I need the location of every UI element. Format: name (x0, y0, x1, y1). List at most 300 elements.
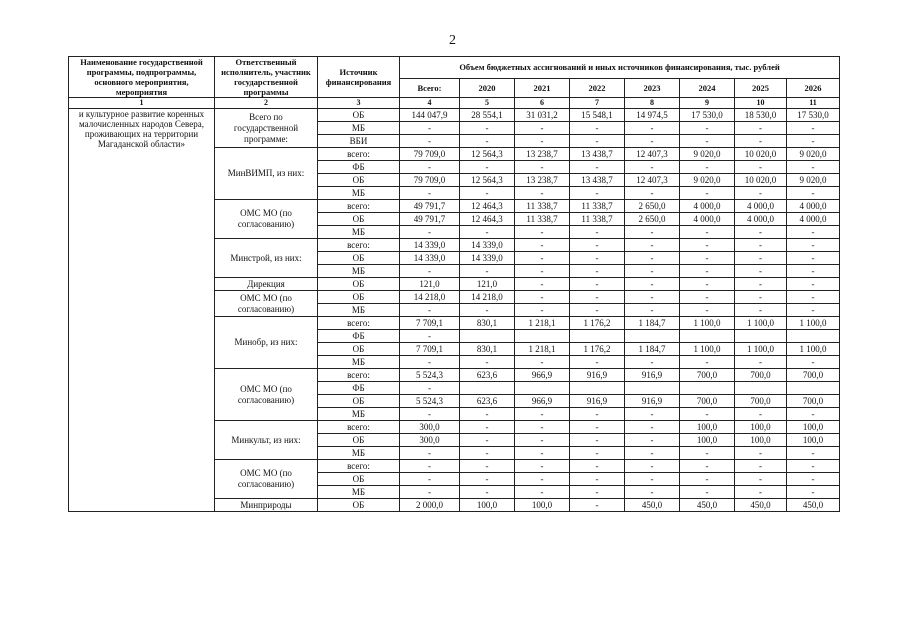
amount-cell: - (460, 486, 515, 499)
funding-source: ФБ (318, 382, 400, 395)
amount-cell: - (400, 447, 460, 460)
amount-cell: - (625, 434, 680, 447)
amount-cell: - (735, 460, 787, 473)
amount-cell: 700,0 (680, 369, 735, 382)
amount-cell: 15 548,1 (570, 109, 625, 122)
col-number: 10 (735, 98, 787, 109)
amount-cell: - (570, 239, 625, 252)
amount-cell: - (515, 447, 570, 460)
header-volume: Объем бюджетных ассигнований и иных источников финансирования, тыс. рублей (400, 57, 840, 79)
funding-source: всего: (318, 460, 400, 473)
funding-source: всего: (318, 239, 400, 252)
amount-cell: 13 438,7 (570, 148, 625, 161)
funding-source: всего: (318, 421, 400, 434)
funding-source: ВБИ (318, 135, 400, 148)
amount-cell: 1 100,0 (787, 343, 840, 356)
responsible-executor: ОМС МО (по согласованию) (215, 200, 318, 239)
amount-cell: - (680, 265, 735, 278)
amount-cell: 14 218,0 (460, 291, 515, 304)
amount-cell: - (680, 460, 735, 473)
funding-source: ОБ (318, 473, 400, 486)
amount-cell (735, 330, 787, 343)
amount-cell: - (735, 252, 787, 265)
amount-cell: - (680, 486, 735, 499)
funding-source: МБ (318, 187, 400, 200)
amount-cell: 100,0 (680, 434, 735, 447)
amount-cell: - (515, 291, 570, 304)
amount-cell: - (400, 226, 460, 239)
col-number: 7 (570, 98, 625, 109)
amount-cell: 1 184,7 (625, 343, 680, 356)
amount-cell: - (460, 122, 515, 135)
amount-cell: 4 000,0 (735, 200, 787, 213)
amount-cell: 450,0 (787, 499, 840, 512)
amount-cell: - (625, 421, 680, 434)
amount-cell: - (787, 226, 840, 239)
amount-cell: - (787, 486, 840, 499)
amount-cell: 14 339,0 (400, 252, 460, 265)
header-year: 2020 (460, 78, 515, 97)
responsible-executor: ОМС МО (по согласованию) (215, 369, 318, 421)
amount-cell: - (515, 135, 570, 148)
amount-cell: - (570, 460, 625, 473)
amount-cell: 121,0 (460, 278, 515, 291)
amount-cell: - (460, 447, 515, 460)
amount-cell: - (787, 278, 840, 291)
col-number: 6 (515, 98, 570, 109)
amount-cell: - (460, 460, 515, 473)
amount-cell: 916,9 (625, 395, 680, 408)
amount-cell: 14 339,0 (460, 239, 515, 252)
amount-cell: 450,0 (625, 499, 680, 512)
amount-cell: 5 524,3 (400, 395, 460, 408)
amount-cell: - (625, 226, 680, 239)
funding-source: ОБ (318, 395, 400, 408)
amount-cell: - (570, 291, 625, 304)
amount-cell: 28 554,1 (460, 109, 515, 122)
funding-source: ОБ (318, 291, 400, 304)
amount-cell: - (625, 304, 680, 317)
responsible-executor: Всего по государственной программе: (215, 109, 318, 148)
amount-cell: - (400, 408, 460, 421)
header-year: 2022 (570, 78, 625, 97)
amount-cell: - (460, 434, 515, 447)
amount-cell: - (515, 226, 570, 239)
amount-cell: - (625, 460, 680, 473)
funding-source: ОБ (318, 278, 400, 291)
responsible-executor: Минприроды (215, 499, 318, 512)
amount-cell: - (515, 265, 570, 278)
amount-cell (787, 330, 840, 343)
amount-cell: - (787, 252, 840, 265)
amount-cell: - (515, 252, 570, 265)
amount-cell: 300,0 (400, 434, 460, 447)
col-number: 4 (400, 98, 460, 109)
amount-cell: 17 530,0 (787, 109, 840, 122)
amount-cell: 1 100,0 (735, 343, 787, 356)
amount-cell (680, 330, 735, 343)
amount-cell: 10 020,0 (735, 174, 787, 187)
amount-cell: 79 709,0 (400, 148, 460, 161)
amount-cell: - (735, 226, 787, 239)
amount-cell: 14 339,0 (400, 239, 460, 252)
amount-cell: 2 650,0 (625, 200, 680, 213)
amount-cell: 7 709,1 (400, 343, 460, 356)
amount-cell: - (735, 135, 787, 148)
amount-cell: - (515, 473, 570, 486)
funding-source: МБ (318, 356, 400, 369)
col-number: 9 (680, 98, 735, 109)
amount-cell: - (460, 473, 515, 486)
amount-cell: - (735, 265, 787, 278)
amount-cell: 9 020,0 (680, 148, 735, 161)
amount-cell: 9 020,0 (787, 174, 840, 187)
amount-cell: 49 791,7 (400, 200, 460, 213)
amount-cell: - (625, 473, 680, 486)
amount-cell: - (570, 187, 625, 200)
funding-source: всего: (318, 317, 400, 330)
amount-cell: - (515, 239, 570, 252)
amount-cell: - (515, 122, 570, 135)
amount-cell (787, 382, 840, 395)
amount-cell: - (400, 473, 460, 486)
amount-cell (460, 382, 515, 395)
amount-cell: - (680, 356, 735, 369)
amount-cell: 49 791,7 (400, 213, 460, 226)
amount-cell: - (460, 135, 515, 148)
amount-cell: - (787, 135, 840, 148)
funding-source: всего: (318, 148, 400, 161)
amount-cell: 5 524,3 (400, 369, 460, 382)
amount-cell: 1 100,0 (680, 343, 735, 356)
amount-cell: - (625, 239, 680, 252)
amount-cell: 7 709,1 (400, 317, 460, 330)
amount-cell: - (735, 291, 787, 304)
amount-cell: - (515, 161, 570, 174)
amount-cell: - (680, 278, 735, 291)
funding-source: ОБ (318, 252, 400, 265)
amount-cell: 700,0 (735, 369, 787, 382)
header-year: 2023 (625, 78, 680, 97)
amount-cell: - (735, 486, 787, 499)
amount-cell: - (570, 252, 625, 265)
amount-cell: 1 100,0 (680, 317, 735, 330)
amount-cell: - (735, 447, 787, 460)
funding-source: МБ (318, 265, 400, 278)
funding-source: ОБ (318, 174, 400, 187)
amount-cell: - (515, 187, 570, 200)
amount-cell: - (735, 161, 787, 174)
amount-cell: - (735, 356, 787, 369)
amount-cell (460, 330, 515, 343)
amount-cell: - (515, 486, 570, 499)
amount-cell: - (515, 460, 570, 473)
amount-cell: - (735, 473, 787, 486)
amount-cell: 2 650,0 (625, 213, 680, 226)
amount-cell: - (787, 460, 840, 473)
amount-cell: - (400, 486, 460, 499)
amount-cell: 700,0 (787, 369, 840, 382)
amount-cell: 100,0 (735, 434, 787, 447)
amount-cell: 916,9 (570, 395, 625, 408)
amount-cell: - (460, 408, 515, 421)
amount-cell: - (787, 356, 840, 369)
amount-cell: - (570, 408, 625, 421)
funding-source: МБ (318, 486, 400, 499)
col-number: 11 (787, 98, 840, 109)
amount-cell: 100,0 (460, 499, 515, 512)
amount-cell: - (570, 486, 625, 499)
amount-cell: 100,0 (680, 421, 735, 434)
amount-cell: 100,0 (735, 421, 787, 434)
amount-cell: 13 238,7 (515, 174, 570, 187)
amount-cell: 12 464,3 (460, 200, 515, 213)
amount-cell: 14 974,5 (625, 109, 680, 122)
amount-cell: 31 031,2 (515, 109, 570, 122)
funding-source: МБ (318, 447, 400, 460)
amount-cell: - (460, 161, 515, 174)
amount-cell: 13 238,7 (515, 148, 570, 161)
funding-source: МБ (318, 304, 400, 317)
amount-cell: 700,0 (787, 395, 840, 408)
amount-cell (680, 382, 735, 395)
amount-cell: 450,0 (735, 499, 787, 512)
amount-cell: - (625, 135, 680, 148)
amount-cell: 11 338,7 (515, 213, 570, 226)
amount-cell: - (515, 434, 570, 447)
amount-cell: - (400, 330, 460, 343)
amount-cell: - (625, 356, 680, 369)
responsible-executor: Минстрой, из них: (215, 239, 318, 278)
amount-cell: 1 100,0 (735, 317, 787, 330)
amount-cell: 1 184,7 (625, 317, 680, 330)
amount-cell: - (680, 187, 735, 200)
amount-cell: 4 000,0 (680, 213, 735, 226)
amount-cell: - (735, 122, 787, 135)
amount-cell: 18 530,0 (735, 109, 787, 122)
amount-cell: - (460, 265, 515, 278)
amount-cell (625, 330, 680, 343)
amount-cell: - (787, 291, 840, 304)
funding-source: ОБ (318, 499, 400, 512)
amount-cell: - (400, 265, 460, 278)
table-row (69, 109, 840, 122)
amount-cell: - (570, 265, 625, 278)
amount-cell: - (680, 304, 735, 317)
amount-cell: 4 000,0 (787, 213, 840, 226)
col-number: 5 (460, 98, 515, 109)
col-number: 3 (318, 98, 400, 109)
financing-table (68, 56, 840, 512)
amount-cell: 10 020,0 (735, 148, 787, 161)
amount-cell: - (680, 447, 735, 460)
amount-cell: - (787, 447, 840, 460)
amount-cell: - (680, 135, 735, 148)
amount-cell: 12 564,3 (460, 174, 515, 187)
amount-cell: - (625, 278, 680, 291)
amount-cell: - (625, 265, 680, 278)
page-number: 2 (449, 33, 456, 48)
funding-source: ОБ (318, 343, 400, 356)
amount-cell: - (680, 226, 735, 239)
amount-cell: - (515, 408, 570, 421)
amount-cell: - (515, 278, 570, 291)
col-number: 2 (215, 98, 318, 109)
header-year: Всего: (400, 78, 460, 97)
amount-cell: 1 176,2 (570, 317, 625, 330)
amount-cell: 1 176,2 (570, 343, 625, 356)
col-number: 1 (69, 98, 215, 109)
amount-cell: 13 438,7 (570, 174, 625, 187)
amount-cell: - (400, 187, 460, 200)
amount-cell: - (400, 356, 460, 369)
responsible-executor: Минкульт, из них: (215, 421, 318, 460)
amount-cell: 12 464,3 (460, 213, 515, 226)
col-number: 8 (625, 98, 680, 109)
amount-cell: 623,6 (460, 369, 515, 382)
amount-cell: 9 020,0 (680, 174, 735, 187)
responsible-executor: Минобр, из них: (215, 317, 318, 369)
amount-cell: 966,9 (515, 369, 570, 382)
amount-cell: 300,0 (400, 421, 460, 434)
amount-cell: 4 000,0 (680, 200, 735, 213)
amount-cell: - (735, 304, 787, 317)
amount-cell: 4 000,0 (787, 200, 840, 213)
amount-cell: 14 218,0 (400, 291, 460, 304)
amount-cell: 121,0 (400, 278, 460, 291)
amount-cell: 11 338,7 (570, 200, 625, 213)
amount-cell: - (400, 382, 460, 395)
funding-source: всего: (318, 200, 400, 213)
amount-cell: 9 020,0 (787, 148, 840, 161)
amount-cell (625, 382, 680, 395)
amount-cell: - (625, 408, 680, 421)
amount-cell: 623,6 (460, 395, 515, 408)
amount-cell: 700,0 (735, 395, 787, 408)
funding-source: ОБ (318, 213, 400, 226)
amount-cell: 966,9 (515, 395, 570, 408)
amount-cell (515, 382, 570, 395)
amount-cell: 79 709,0 (400, 174, 460, 187)
amount-cell: - (570, 135, 625, 148)
header-year: 2024 (680, 78, 735, 97)
amount-cell: 916,9 (625, 369, 680, 382)
amount-cell: 144 047,9 (400, 109, 460, 122)
amount-cell: - (400, 460, 460, 473)
amount-cell: - (787, 265, 840, 278)
amount-cell: 1 100,0 (787, 317, 840, 330)
amount-cell: - (460, 356, 515, 369)
amount-cell: - (787, 304, 840, 317)
funding-source: всего: (318, 369, 400, 382)
amount-cell: - (735, 187, 787, 200)
amount-cell (735, 382, 787, 395)
amount-cell (570, 330, 625, 343)
amount-cell: - (680, 161, 735, 174)
amount-cell: - (735, 239, 787, 252)
amount-cell: - (680, 408, 735, 421)
amount-cell: 12 407,3 (625, 148, 680, 161)
amount-cell: - (787, 122, 840, 135)
responsible-executor: Дирекция (215, 278, 318, 291)
responsible-executor: МинВИМП, из них: (215, 148, 318, 200)
amount-cell: 4 000,0 (735, 213, 787, 226)
amount-cell: - (787, 187, 840, 200)
amount-cell: - (735, 408, 787, 421)
amount-cell: - (570, 421, 625, 434)
amount-cell: - (680, 239, 735, 252)
amount-cell: 100,0 (787, 421, 840, 434)
funding-source: МБ (318, 122, 400, 135)
amount-cell: 1 218,1 (515, 343, 570, 356)
amount-cell: 11 338,7 (570, 213, 625, 226)
amount-cell: - (625, 447, 680, 460)
amount-cell: 450,0 (680, 499, 735, 512)
responsible-executor: ОМС МО (по согласованию) (215, 460, 318, 499)
amount-cell: 830,1 (460, 317, 515, 330)
amount-cell: - (400, 122, 460, 135)
amount-cell: - (570, 161, 625, 174)
amount-cell: - (680, 291, 735, 304)
amount-cell: - (570, 278, 625, 291)
funding-source: МБ (318, 226, 400, 239)
funding-source: ФБ (318, 330, 400, 343)
amount-cell: 916,9 (570, 369, 625, 382)
amount-cell: - (625, 161, 680, 174)
header-responsible: Ответственный исполнитель, участник государственной программы (215, 57, 318, 98)
amount-cell: - (680, 122, 735, 135)
amount-cell: 1 218,1 (515, 317, 570, 330)
amount-cell: - (680, 473, 735, 486)
funding-source: ОБ (318, 434, 400, 447)
amount-cell: - (570, 122, 625, 135)
amount-cell: 14 339,0 (460, 252, 515, 265)
amount-cell: 12 564,3 (460, 148, 515, 161)
responsible-executor: ОМС МО (по согласованию) (215, 291, 318, 317)
amount-cell: - (570, 304, 625, 317)
amount-cell: - (570, 226, 625, 239)
amount-cell: 17 530,0 (680, 109, 735, 122)
amount-cell (570, 382, 625, 395)
amount-cell: - (787, 239, 840, 252)
amount-cell: - (570, 356, 625, 369)
amount-cell (515, 330, 570, 343)
amount-cell: - (625, 486, 680, 499)
header-year: 2021 (515, 78, 570, 97)
amount-cell: - (515, 356, 570, 369)
amount-cell: 100,0 (515, 499, 570, 512)
amount-cell: - (787, 161, 840, 174)
funding-source: ФБ (318, 161, 400, 174)
amount-cell: 700,0 (680, 395, 735, 408)
amount-cell: - (570, 473, 625, 486)
amount-cell: 100,0 (787, 434, 840, 447)
amount-cell: - (570, 447, 625, 460)
amount-cell: - (735, 278, 787, 291)
amount-cell: - (460, 421, 515, 434)
amount-cell: - (515, 421, 570, 434)
header-year: 2025 (735, 78, 787, 97)
program-name: и культурное развитие коренных малочисленных народов Севера, проживающих на территории Магаданской области» (69, 109, 215, 512)
header-source: Источник финансирования (318, 57, 400, 98)
funding-source: МБ (318, 408, 400, 421)
amount-cell: - (680, 252, 735, 265)
amount-cell: - (625, 187, 680, 200)
amount-cell: - (787, 473, 840, 486)
amount-cell: - (625, 291, 680, 304)
amount-cell: 11 338,7 (515, 200, 570, 213)
funding-source: ОБ (318, 109, 400, 122)
